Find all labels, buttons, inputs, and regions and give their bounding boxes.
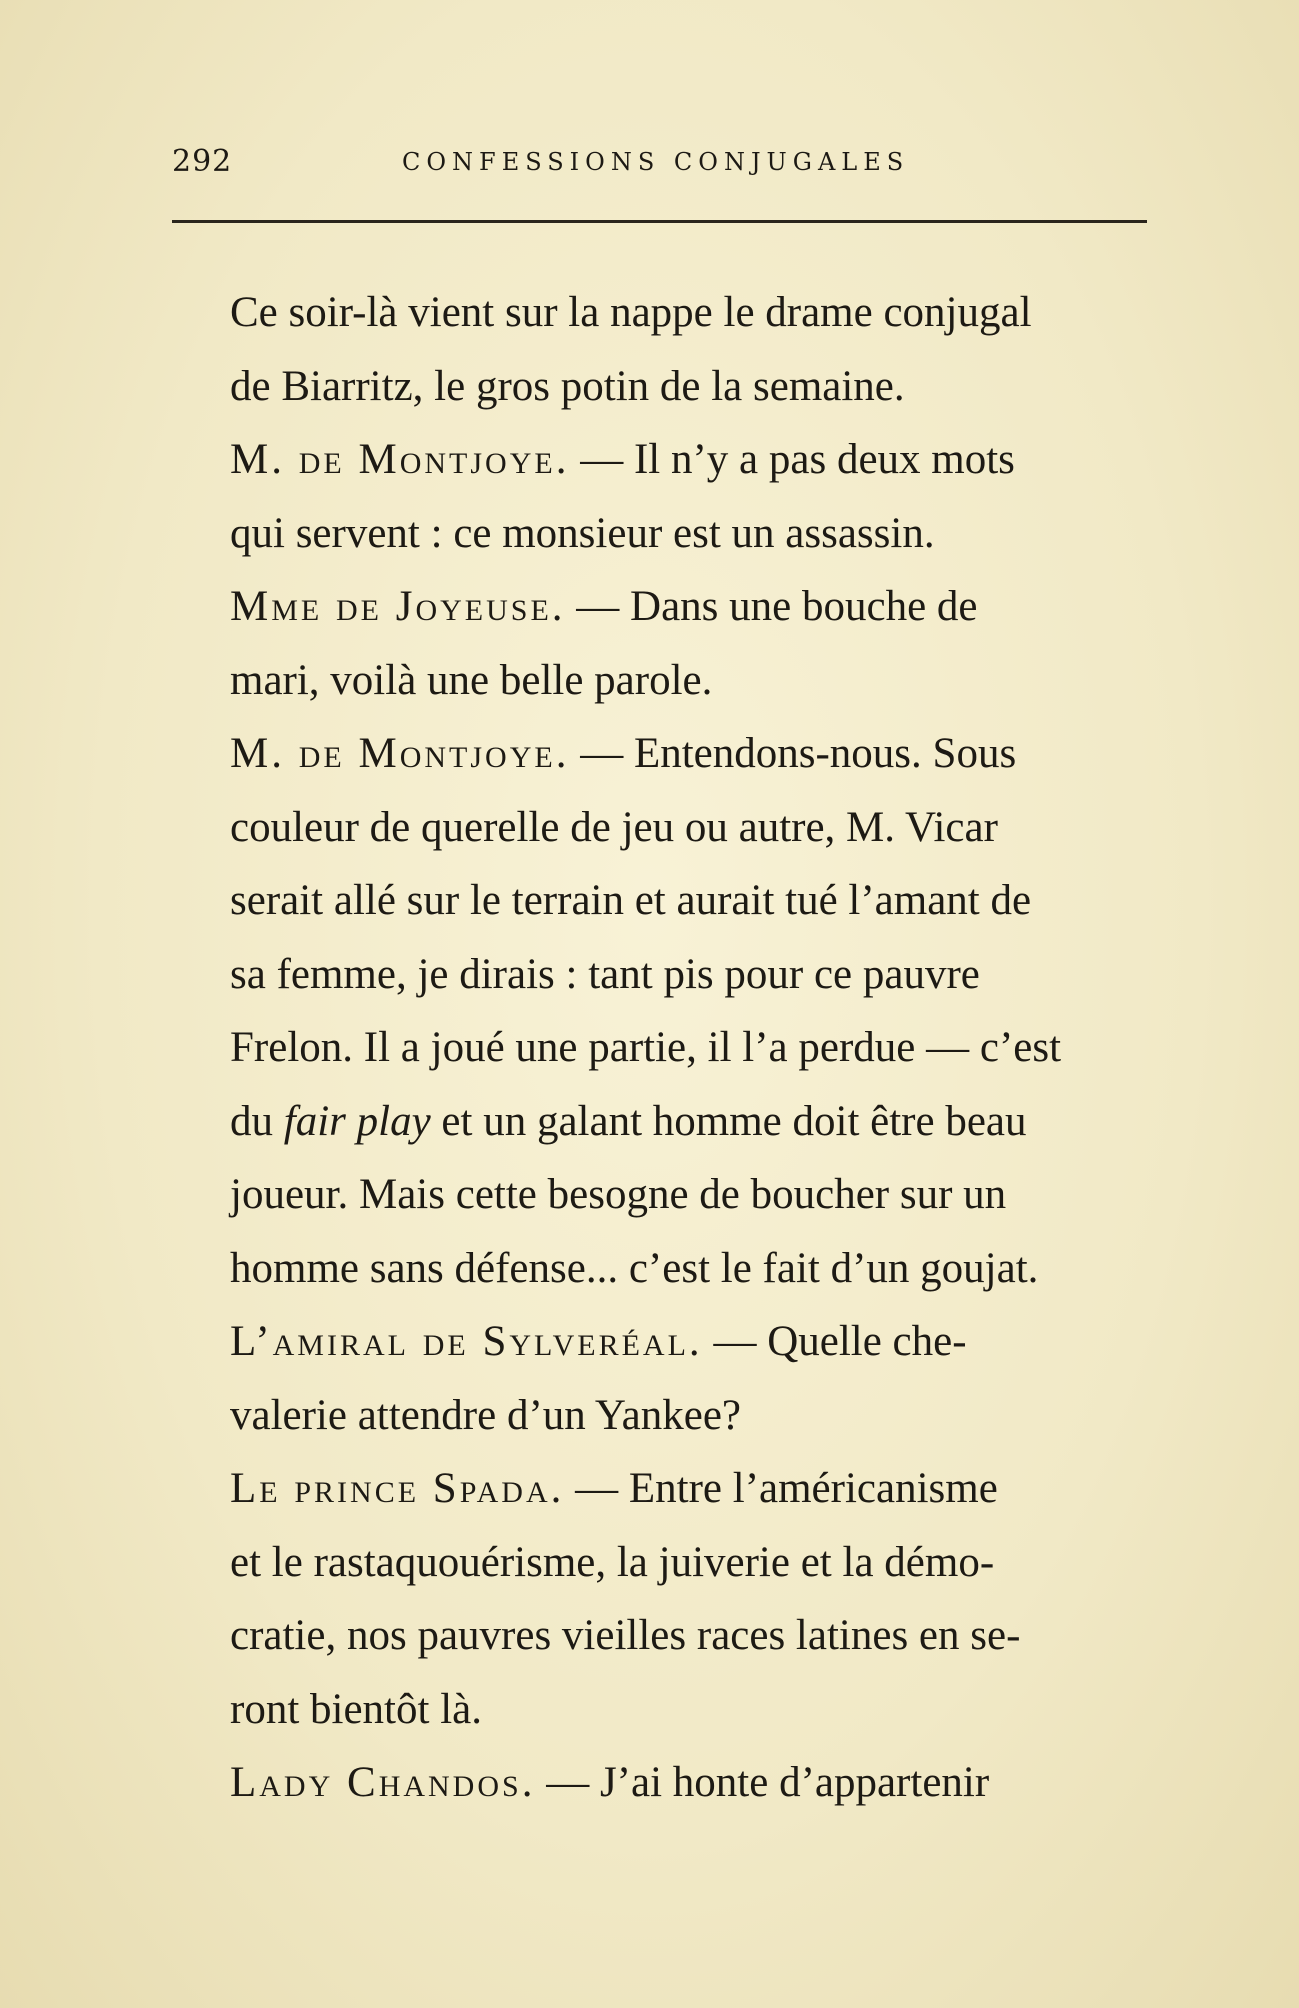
text-line: Frelon. Il a joué une partie, il l’a perdue — c’est <box>230 1024 1062 1071</box>
paragraph-dialogue <box>178 717 1158 1305</box>
text-fragment: du <box>230 1097 284 1145</box>
paragraph-dialogue <box>178 423 1158 570</box>
text-line: de Biarritz, le gros potin de la semaine. <box>230 362 905 410</box>
text-line: valerie attendre d’un Yankee? <box>230 1391 742 1439</box>
text-line: ront bientôt là. <box>230 1685 482 1733</box>
speaker-name: M. de Montjoye. <box>230 436 570 483</box>
text-line: cratie, nos pauvres vieilles races latines en se- <box>230 1612 1021 1659</box>
text-line: — Quelle che- <box>702 1318 967 1365</box>
speaker-name: Le prince Spada. <box>230 1465 565 1512</box>
text-line: qui servent : ce monsieur est un assassin. <box>230 509 935 557</box>
paragraph-dialogue <box>178 1452 1158 1746</box>
text-line: et le rastaquouérisme, la juiverie et la démo- <box>230 1538 995 1586</box>
text-line: joueur. Mais cette besogne de boucher sur un <box>230 1171 1007 1218</box>
text-line: — Dans une bouche de <box>565 583 978 630</box>
header-rule <box>172 220 1147 223</box>
paragraph-dialogue <box>178 570 1158 717</box>
page-header <box>172 138 1147 188</box>
page-number: 292 <box>172 144 233 179</box>
paragraph-intro <box>178 276 1158 423</box>
text-line: — Entendons-nous. Sous <box>569 730 1017 777</box>
text-line: — J’ai honte d’appartenir <box>535 1759 990 1806</box>
speaker-name: L’amiral de Sylveréal. <box>230 1318 703 1365</box>
text-fragment: et un galant homme doit être beau <box>430 1097 1027 1145</box>
text-line: couleur de querelle de jeu ou autre, M. Vicar <box>230 803 998 851</box>
text-line: homme sans défense... c’est le fait d’un goujat. <box>230 1244 1039 1292</box>
body-text <box>178 276 1158 1820</box>
speaker-name: Lady Chandos. <box>230 1759 536 1806</box>
text-line: Ce soir-là vient sur la nappe le drame conjugal <box>230 289 1032 336</box>
speaker-name: M. de Montjoye. <box>230 730 570 777</box>
text-line: — Entre l’américanisme <box>564 1465 998 1512</box>
italic-phrase: fair play <box>283 1097 431 1145</box>
speaker-name: Mme de Joyeuse. <box>230 583 566 630</box>
paragraph-dialogue <box>178 1305 1158 1452</box>
text-line: serait allé sur le terrain et aurait tué l’amant de <box>230 877 1032 924</box>
text-line: mari, voilà une belle parole. <box>230 656 713 704</box>
text-line: sa femme, je dirais : tant pis pour ce pauvre <box>230 950 980 998</box>
text-line: — Il n’y a pas deux mots <box>569 436 1015 483</box>
running-title: CONFESSIONS CONJUGALES <box>402 148 910 176</box>
paragraph-dialogue <box>178 1746 1158 1820</box>
